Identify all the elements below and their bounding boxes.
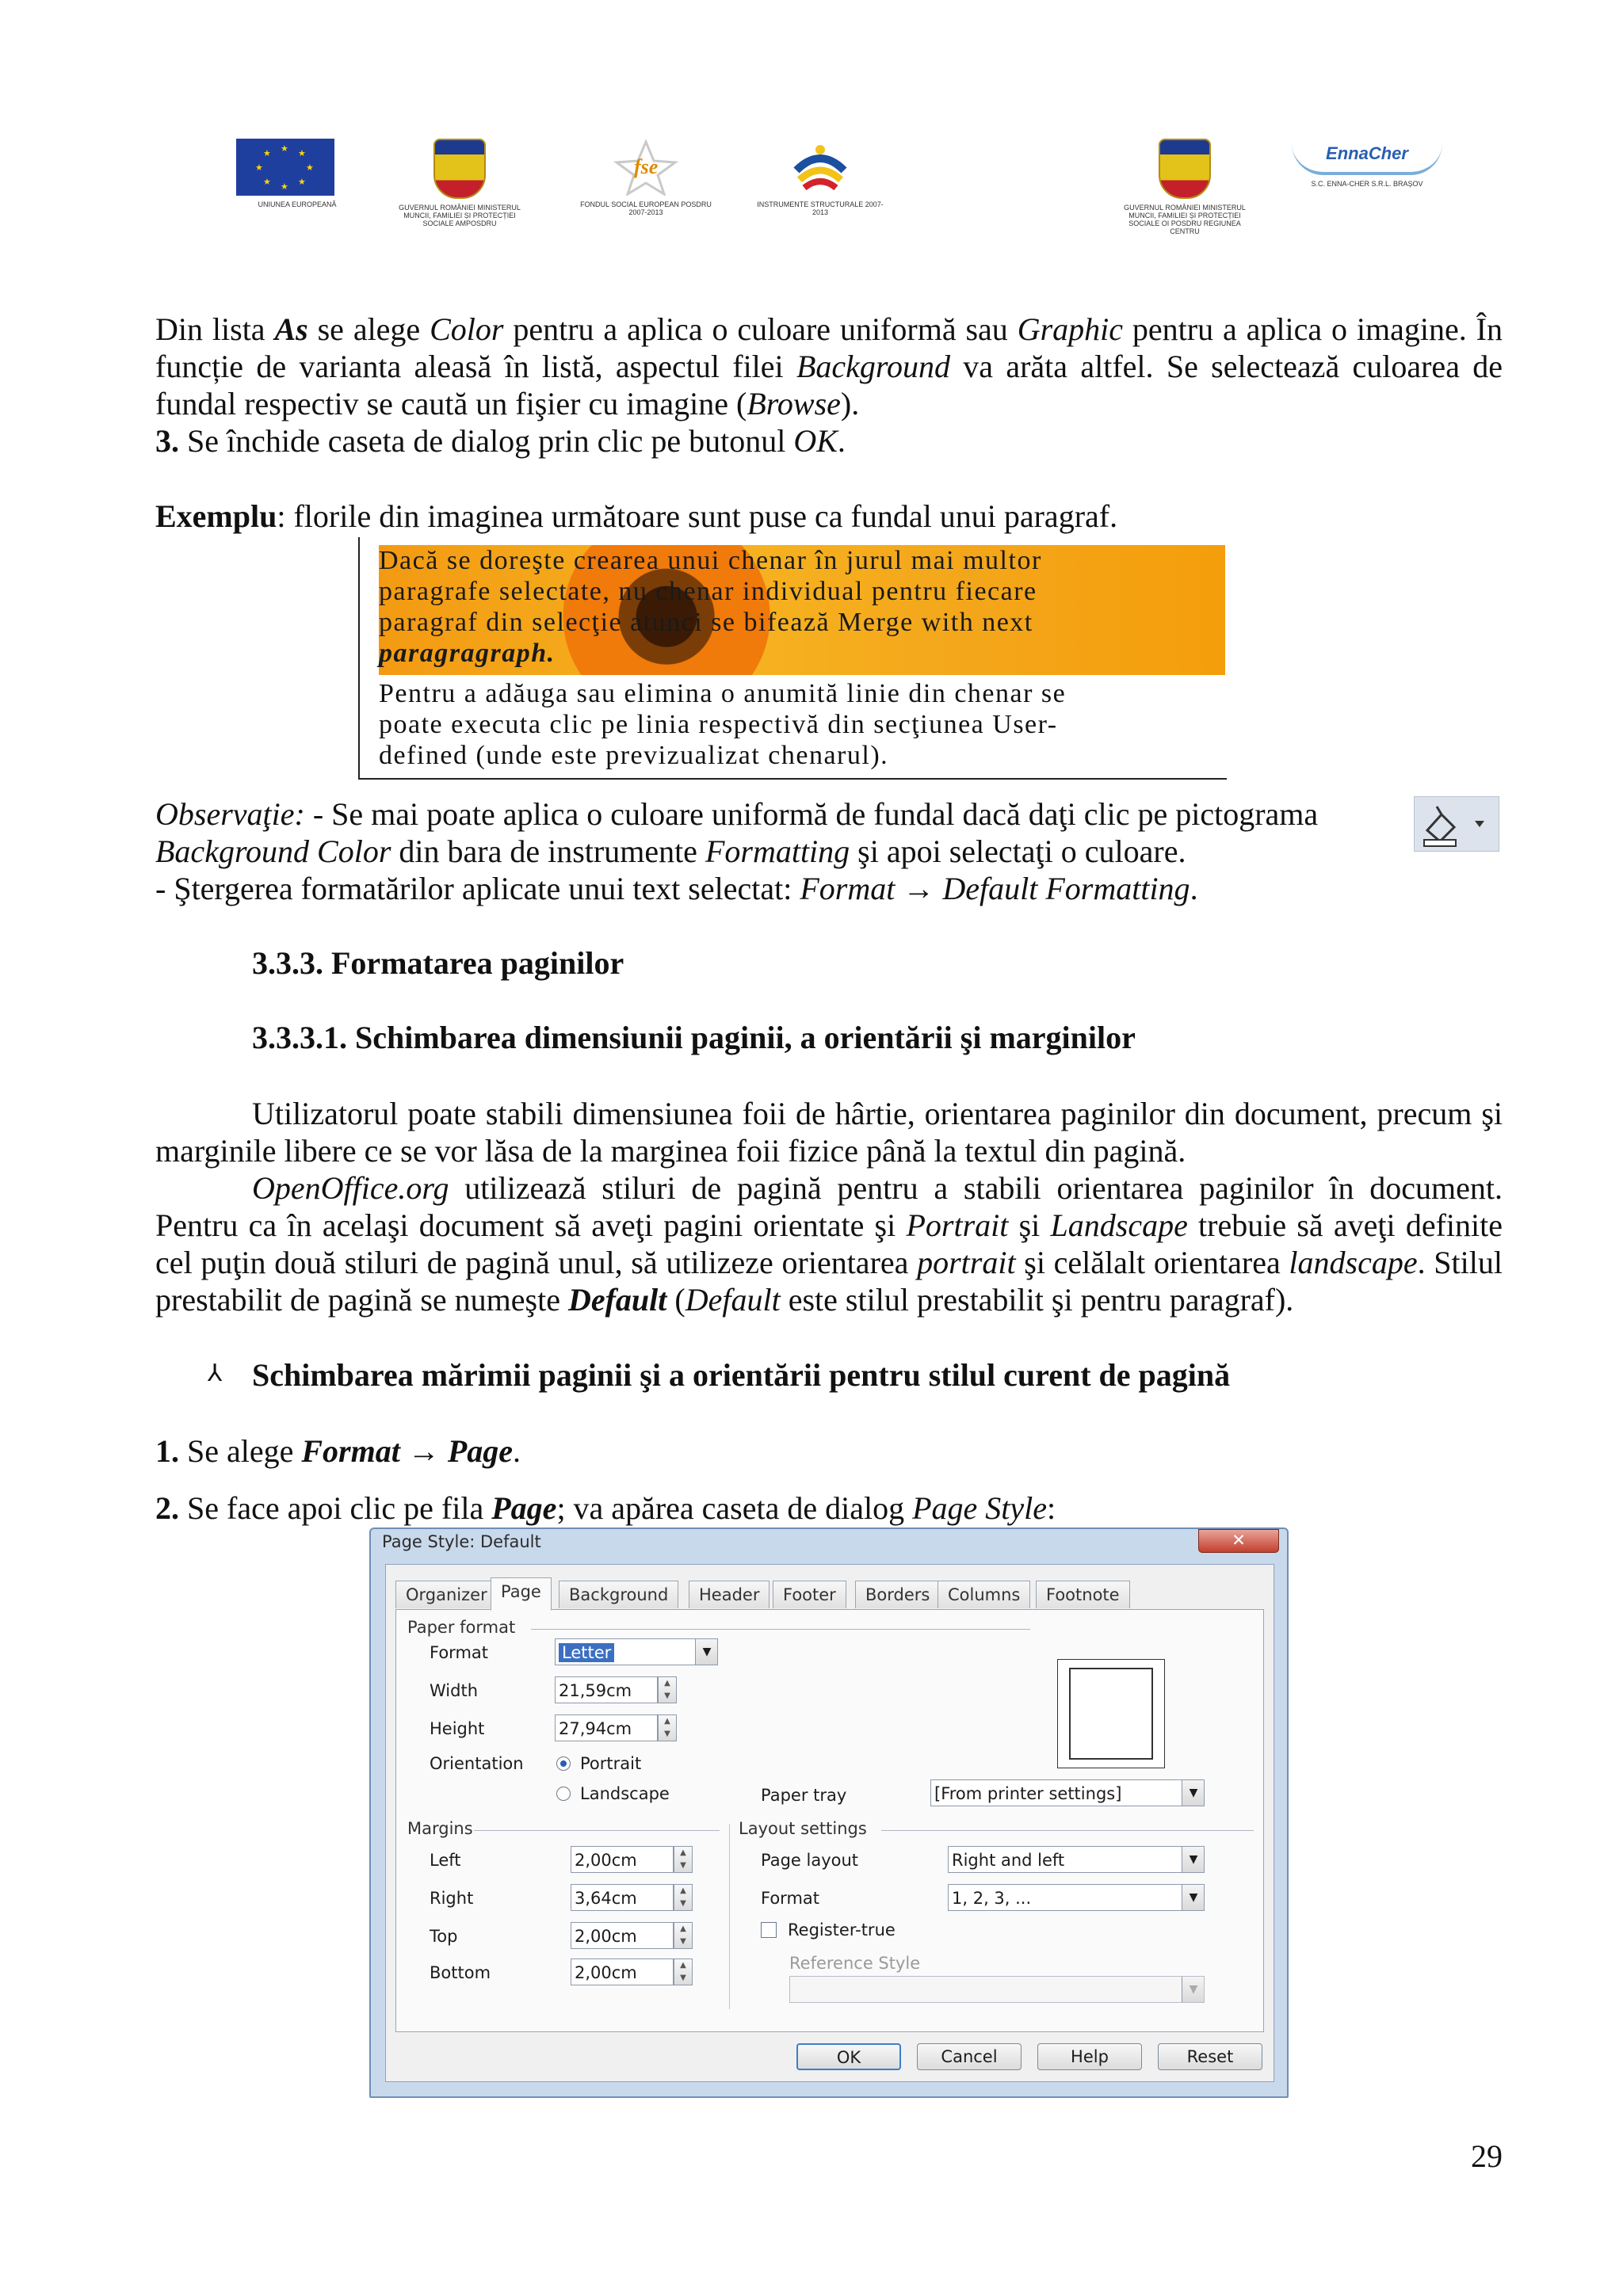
margins-rule	[474, 1830, 720, 1831]
eu-flag-logo: ★ ★ ★ ★ ★ ★ ★ ★ UNIUNEA EUROPEANĂ	[230, 139, 341, 208]
text-run: 1.	[155, 1433, 179, 1469]
text-run: As	[274, 311, 308, 347]
cancel-button[interactable]: Cancel	[917, 2043, 1022, 2070]
text-run: .	[513, 1433, 521, 1469]
text-run: 3.	[155, 423, 179, 459]
chevron-down-icon: ▼	[1182, 1976, 1205, 2003]
text-run: OpenOffice.org	[252, 1170, 449, 1206]
landscape-label: Landscape	[580, 1784, 670, 1803]
heading-3-3-3-1: 3.3.3.1. Schimbarea dimensiunii paginii, a orientării şi marginilor	[252, 1020, 1136, 1055]
text-run: pentru a aplica o culoare uniformă sau	[503, 311, 1018, 347]
text-run: Page	[491, 1490, 557, 1526]
plain-paragraph: Pentru a adăuga sau elimina o anumită linie din chenar se poate executa clic pe linia respectivă din secţiunea User- defined (unde este previzualizat chenarul).	[379, 679, 1067, 770]
observation-line-1	[155, 795, 1407, 833]
chevron-down-icon: ▼	[695, 1638, 718, 1665]
heading-3-3-3: 3.3.3. Formatarea paginilor	[252, 945, 624, 981]
portrait-radio[interactable]	[556, 1756, 571, 1771]
observation-line-2	[155, 833, 1503, 870]
text-run: Format → Page	[301, 1433, 514, 1469]
chevron-down-icon: ▼	[1182, 1846, 1205, 1873]
page-style-dialog	[369, 1527, 1289, 2098]
paper-tray-select[interactable]: [From printer settings] ▼	[930, 1779, 1205, 1806]
reference-style-select[interactable]	[789, 1976, 1205, 2003]
text-run: din bara de instrumente	[391, 833, 705, 869]
text-run: Utilizatorul poate stabili dimensiunea foii de hârtie, orientarea paginilor din document, precum şi marginile libere ce se vor lăsa de la marginea foii fizice până la textul din pagină.	[155, 1096, 1503, 1169]
svg-text:fse: fse	[634, 155, 659, 178]
fse-star-icon	[610, 139, 682, 196]
paragraph-page-size	[155, 1095, 1503, 1169]
top-margin-spinner[interactable]: ▲ ▼	[674, 1922, 693, 1949]
section-divider	[729, 1824, 730, 2009]
register-true-label: Register-true	[788, 1920, 896, 1939]
text-run: Graphic	[1017, 311, 1124, 347]
left-margin-spinner[interactable]: ▲ ▼	[674, 1846, 693, 1873]
text-run: Background	[796, 349, 950, 384]
text-run: Formatting	[705, 833, 850, 869]
tab-organizer[interactable]: Organizer	[395, 1581, 498, 1608]
landscape-radio[interactable]	[556, 1787, 571, 1801]
layout-settings-rule	[881, 1830, 1254, 1831]
text-run: Se alege	[179, 1433, 302, 1469]
text-run: Default	[567, 1282, 667, 1318]
portrait-label: Portrait	[580, 1754, 642, 1773]
bullet-icon: ⅄	[208, 1360, 223, 1386]
text-run: Din lista	[155, 311, 275, 347]
paper-format-title: Paper format	[407, 1618, 516, 1637]
left-margin-input[interactable]: 2,00cm	[571, 1846, 674, 1873]
intro-paragraph	[155, 311, 1503, 422]
structural-instruments-icon	[789, 139, 852, 196]
text-run: ; va apărea caseta de dialog	[556, 1490, 913, 1526]
text-run: . Stilul prestabilit de pagină se numeşte	[155, 1245, 1503, 1318]
top-margin-input[interactable]: 2,00cm	[571, 1922, 674, 1949]
help-button[interactable]: Help	[1037, 2043, 1142, 2070]
height-input[interactable]: 27,94cm	[555, 1714, 658, 1741]
dialog-body	[385, 1564, 1274, 2082]
numbering-format-select[interactable]: 1, 2, 3, ... ▼	[948, 1884, 1205, 1911]
dialog-title: Page Style: Default	[382, 1532, 541, 1551]
text-run: - Se mai poate aplica o culoare uniformă de fundal dacă daţi clic pe pictograma	[304, 796, 1319, 832]
layout-settings-title: Layout settings	[739, 1819, 867, 1838]
text-run: Observaţie:	[155, 796, 305, 832]
reset-button[interactable]: Reset	[1158, 2043, 1262, 2070]
header-logos	[230, 139, 1442, 257]
paper-format-rule	[531, 1629, 1030, 1630]
text-run: se alege	[307, 311, 430, 347]
width-label: Width	[430, 1681, 479, 1700]
page-tab-panel	[395, 1609, 1264, 2032]
text-run: : florile din imaginea următoare sunt puse ca fundal unui paragraf.	[277, 498, 1118, 534]
width-input[interactable]: 21,59cm	[555, 1676, 658, 1703]
page-layout-select[interactable]: Right and left ▼	[948, 1846, 1205, 1873]
text-run: Default	[685, 1282, 781, 1318]
close-button[interactable]: ✕	[1198, 1529, 1279, 1553]
chevron-down-icon: ▼	[1182, 1884, 1205, 1911]
example-label	[155, 498, 1503, 535]
fse-logo: fse FONDUL SOCIAL EUROPEAN POSDRU 2007-2013	[579, 139, 713, 216]
reference-style-label: Reference Style	[789, 1954, 921, 1973]
right-margin-input[interactable]: 3,64cm	[571, 1884, 674, 1911]
ennacher-logo: EnnaCher S.C. ENNA-CHER S.R.L. BRAȘOV	[1292, 139, 1442, 188]
text-run: :	[1047, 1490, 1056, 1526]
left-margin-label: Left	[430, 1851, 461, 1870]
tab-borders[interactable]: Borders	[855, 1581, 940, 1608]
numbering-format-label: Format	[761, 1889, 820, 1908]
tab-columns[interactable]: Columns	[938, 1581, 1030, 1608]
page-number: 29	[1471, 2138, 1503, 2174]
text-run: Background Color	[155, 833, 391, 869]
chevron-down-icon: ▼	[1182, 1779, 1205, 1806]
text-run: Se face apoi clic pe fila	[179, 1490, 492, 1526]
crest-icon	[433, 139, 486, 199]
text-run: landscape	[1289, 1245, 1418, 1280]
bottom-margin-label: Bottom	[430, 1963, 491, 1982]
tab-background[interactable]: Background	[559, 1581, 678, 1608]
text-run: OK	[793, 423, 838, 459]
text-run: ).	[840, 386, 860, 421]
crest-icon-2	[1159, 139, 1211, 199]
width-spinner[interactable]: ▲ ▼	[658, 1676, 677, 1703]
height-spinner[interactable]: ▲ ▼	[658, 1714, 677, 1741]
eu-flag-icon: ★ ★ ★ ★ ★ ★ ★ ★	[236, 139, 334, 196]
paragraph-page-styles	[155, 1169, 1503, 1318]
page-layout-label: Page layout	[761, 1851, 859, 1870]
paper-tray-label: Paper tray	[761, 1786, 847, 1805]
text-run: Se închide caseta de dialog prin clic pe butonul	[179, 423, 794, 459]
text-run: va arăta altfel. Se selectează culoarea de fundal respectiv se caută un fişier cu imagine (	[155, 349, 1503, 421]
text-run: Browse	[747, 386, 841, 421]
register-true-checkbox[interactable]	[761, 1922, 777, 1938]
step-3	[155, 422, 1503, 460]
text-run: Exemplu	[155, 498, 277, 534]
intro-text	[155, 311, 1503, 460]
text-run: portrait	[917, 1245, 1016, 1280]
example-image	[358, 537, 1227, 780]
height-label: Height	[430, 1719, 485, 1738]
government-crest-logo-2: GUVERNUL ROMÂNIEI MINISTERUL MUNCII, FAMILIEI ȘI PROTECȚIEI SOCIALE OI POSDRU REGIUNEA CENTRU	[1109, 139, 1260, 235]
government-crest-logo: GUVERNUL ROMÂNIEI MINISTERUL MUNCII, FAMILIEI ȘI PROTECȚIEI SOCIALE AMPOSDRU	[388, 139, 531, 227]
text-run: este stilul prestabilit şi pentru paragraf).	[780, 1282, 1294, 1318]
ennacher-wordmark: EnnaCher	[1292, 139, 1442, 175]
text-run: (	[666, 1282, 685, 1318]
text-run: .	[837, 423, 846, 459]
orientation-label: Orientation	[430, 1754, 524, 1773]
step-2	[155, 1489, 1503, 1527]
step-1	[155, 1432, 1503, 1470]
format-label: Format	[430, 1643, 489, 1662]
structural-instruments-logo: INSTRUMENTE STRUCTURALE 2007-2013	[753, 139, 888, 216]
flower-background-paragraph: Dacă se doreşte crearea unui chenar în jurul mai multor paragrafe selectate, nu chenar individual pentru fiecare paragraf din selecţie atunci se bifează Merge with next paragragraph.	[379, 545, 1225, 675]
format-select[interactable]: Letter ▼	[555, 1638, 718, 1665]
text-run: şi apoi selectaţi o culoare.	[850, 833, 1186, 869]
text-run: Color	[430, 311, 504, 347]
tab-footer[interactable]: Footer	[773, 1581, 846, 1608]
bottom-margin-input[interactable]: 2,00cm	[571, 1958, 674, 1985]
text-run: utilizează stiluri de pagină pentru a stabili orientarea paginilor în document. Pentru ca în acelaşi document să aveţi pagini orientate şi	[155, 1170, 1503, 1243]
text-run: Page Style	[912, 1490, 1047, 1526]
text-run: şi celălalt orientarea	[1015, 1245, 1289, 1280]
tab-page[interactable]: Page	[491, 1577, 552, 1611]
text-run: .	[1190, 871, 1198, 906]
ok-button[interactable]: OK	[796, 2043, 901, 2070]
text-run: 2.	[155, 1490, 179, 1526]
observation-line-3	[155, 870, 1503, 907]
bullet-heading: Schimbarea mărimii paginii şi a orientării pentru stilul curent de pagină	[252, 1357, 1231, 1393]
text-run: şi	[1008, 1207, 1051, 1243]
top-margin-label: Top	[430, 1927, 458, 1946]
text-run: pentru a aplica o imagine. În funcție de varianta aleasă în listă, aspectul filei	[155, 311, 1503, 384]
tab-header[interactable]: Header	[689, 1581, 769, 1608]
text-run: Portrait	[906, 1207, 1009, 1243]
right-margin-label: Right	[430, 1889, 474, 1908]
text-run: - Ştergerea formatărilor aplicate unui text selectat:	[155, 871, 800, 906]
bottom-margin-spinner[interactable]: ▲ ▼	[674, 1958, 693, 1985]
margins-title: Margins	[407, 1819, 473, 1838]
text-run: Landscape	[1050, 1207, 1188, 1243]
page-preview	[1057, 1659, 1165, 1768]
right-margin-spinner[interactable]: ▲ ▼	[674, 1884, 693, 1911]
text-run: Format → Default Formatting	[800, 871, 1190, 906]
tab-footnote[interactable]: Footnote	[1036, 1581, 1130, 1608]
text-run: trebuie să aveţi definite cel puţin două stiluri de pagină unul, să utilizeze orientarea	[155, 1207, 1503, 1280]
